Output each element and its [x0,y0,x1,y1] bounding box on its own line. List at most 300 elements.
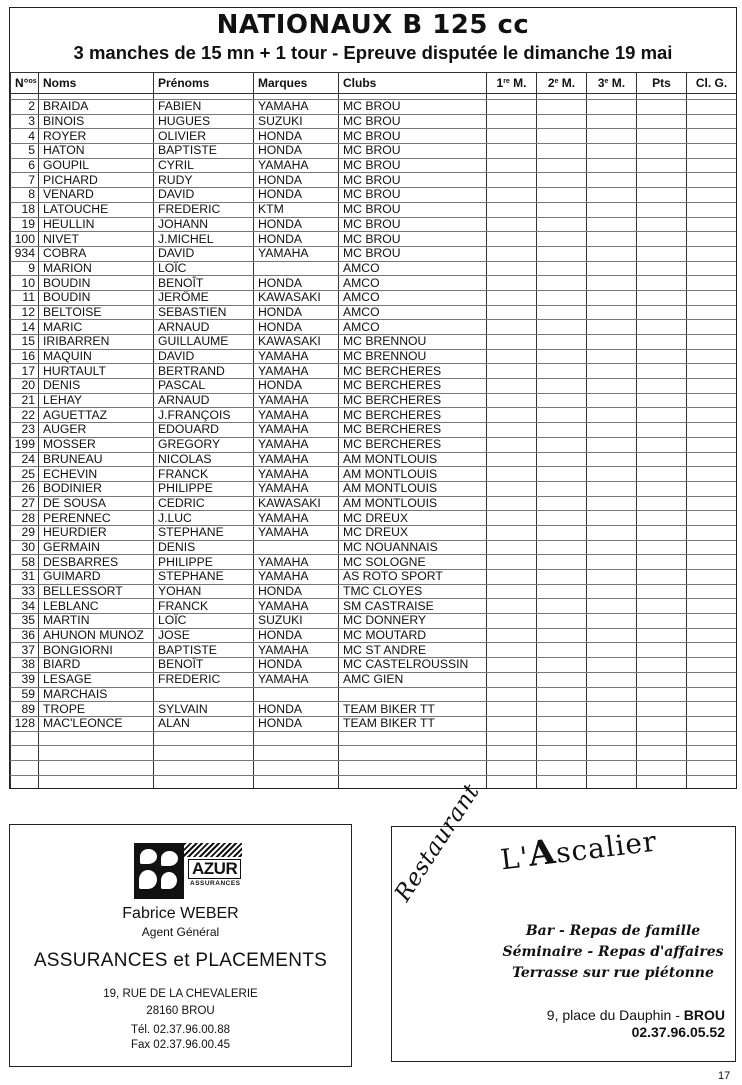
rider-number: 17 [11,364,39,379]
table-row [11,217,737,232]
manche-2-cell [537,687,587,702]
table-row [11,158,737,173]
restaurant-address: 9, place du Dauphin - BROU [546,1007,725,1023]
rider-club: MC BROU [339,232,487,247]
rider-club: TEAM BIKER TT [339,702,487,717]
rider-name: MAC'LEONCE [39,716,154,731]
rider-brand: KAWASAKI [254,496,339,511]
manche-2-cell [537,408,587,423]
manche-2-cell [537,114,587,129]
manche-3-cell [587,129,637,144]
rider-name: BRUNEAU [39,452,154,467]
table-row [11,320,737,335]
rider-name: LEBLANC [39,599,154,614]
rider-firstname: OLIVIER [154,129,254,144]
manche-1-cell [487,760,537,775]
rider-club: MC BROU [339,217,487,232]
table-row [11,144,737,159]
manche-1-cell [487,408,537,423]
classement-cell [687,335,737,350]
points-cell [637,760,687,775]
classement-cell [687,525,737,540]
rider-brand: HONDA [254,379,339,394]
rider-name: DESBARRES [39,555,154,570]
manche-1-cell [487,570,537,585]
classement-cell [687,481,737,496]
manche-3-cell [587,114,637,129]
manche-3-cell [587,320,637,335]
rider-number: 199 [11,437,39,452]
rider-number: 16 [11,349,39,364]
manche-2-cell [537,144,587,159]
table-row [11,349,737,364]
azur-address-street: 19, RUE DE LA CHEVALERIE [103,988,258,1000]
manche-1-cell [487,643,537,658]
manche-3-cell [587,364,637,379]
azur-agent-name: Fabrice WEBER [122,905,239,922]
points-cell [637,173,687,188]
classement-cell [687,423,737,438]
rider-firstname: J.MICHEL [154,232,254,247]
points-cell [637,496,687,511]
points-cell [637,276,687,291]
rider-firstname: FREDERIC [154,202,254,217]
manche-1-cell [487,100,537,115]
col-header-number: N°$^{os}$ [11,73,39,94]
rider-firstname: ALAN [154,716,254,731]
manche-2-cell [537,628,587,643]
manche-2-cell [537,379,587,394]
rider-firstname: JERÔME [154,290,254,305]
empty-row [11,731,737,746]
rider-firstname: FRANCK [154,467,254,482]
rider-club: MC ST ANDRE [339,643,487,658]
rider-club: MC BERCHERES [339,379,487,394]
manche-1-cell [487,540,537,555]
classement-cell [687,731,737,746]
manche-1-cell [487,246,537,261]
manche-3-cell [587,570,637,585]
table-row [11,452,737,467]
rider-number: 30 [11,540,39,555]
points-cell [637,408,687,423]
rider-brand: KAWASAKI [254,290,339,305]
points-cell [637,129,687,144]
classement-cell [687,144,737,159]
manche-2-cell [537,643,587,658]
manche-3-cell [587,335,637,350]
points-cell [637,437,687,452]
rider-name: BODINIER [39,481,154,496]
rider-name: MARION [39,261,154,276]
rider-number: 14 [11,320,39,335]
manche-2-cell [537,261,587,276]
rider-brand: HONDA [254,173,339,188]
azur-title: ASSURANCES et PLACEMENTS [33,950,328,971]
points-cell [637,746,687,761]
rider-number: 58 [11,555,39,570]
classement-cell [687,702,737,717]
manche-1-cell [487,555,537,570]
classement-cell [687,614,737,629]
points-cell [637,320,687,335]
classement-cell [687,555,737,570]
table-row [11,276,737,291]
manche-1-cell [487,423,537,438]
classement-cell [687,540,737,555]
manche-1-cell [487,687,537,702]
manche-3-cell [587,614,637,629]
manche-3-cell [587,437,637,452]
classement-cell [687,232,737,247]
points-cell [637,775,687,789]
rider-firstname: LOÏC [154,261,254,276]
manche-1-cell [487,114,537,129]
rider-name: PICHARD [39,173,154,188]
manche-2-cell [537,672,587,687]
rider-number: 12 [11,305,39,320]
azur-address-city: 28160 BROU [146,1005,215,1017]
classement-cell [687,643,737,658]
rider-number: 7 [11,173,39,188]
rider-number: 8 [11,188,39,203]
manche-2-cell [537,555,587,570]
rider-number: 19 [11,217,39,232]
manche-2-cell [537,129,587,144]
classement-cell [687,408,737,423]
rider-number: 26 [11,481,39,496]
rider-name: PERENNEC [39,511,154,526]
table-row [11,628,737,643]
rider-number: 934 [11,246,39,261]
restaurant-tagline-3: Terrasse sur rue piétonne [512,965,714,981]
manche-1-cell [487,232,537,247]
rider-name: GOUPIL [39,158,154,173]
rider-name: NIVET [39,232,154,247]
manche-1-cell [487,217,537,232]
rider-firstname: BAPTISTE [154,643,254,658]
manche-1-cell [487,716,537,731]
rider-brand: YAMAHA [254,555,339,570]
table-row [11,305,737,320]
rider-name: BONGIORNI [39,643,154,658]
rider-firstname: PASCAL [154,379,254,394]
rider-number: 3 [11,114,39,129]
manche-2-cell [537,467,587,482]
rider-brand: YAMAHA [254,525,339,540]
rider-name: DENIS [39,379,154,394]
points-cell [637,393,687,408]
classement-cell [687,687,737,702]
restaurant-tagline-1: Bar - Repas de famille [525,923,701,939]
points-cell [637,364,687,379]
rider-brand: HONDA [254,702,339,717]
col-header-manche-1: 1re M. [487,73,537,94]
manche-1-cell [487,746,537,761]
points-cell [637,423,687,438]
rider-club: MC BROU [339,173,487,188]
table-row [11,290,737,305]
rider-firstname: PHILIPPE [154,481,254,496]
classement-cell [687,452,737,467]
classement-cell [687,305,737,320]
rider-club: MC BERCHERES [339,364,487,379]
rider-club: MC BERCHERES [339,437,487,452]
rider-club: AM MONTLOUIS [339,467,487,482]
rider-name: BOUDIN [39,276,154,291]
rider-firstname: GUILLAUME [154,335,254,350]
manche-3-cell [587,100,637,115]
manche-2-cell [537,614,587,629]
table-row [11,188,737,203]
manche-2-cell [537,364,587,379]
rider-firstname: J.LUC [154,511,254,526]
col-header-classement: Cl. G. [687,73,737,94]
rider-firstname: BENOÎT [154,276,254,291]
points-cell [637,379,687,394]
rider-firstname: FRANCK [154,599,254,614]
rider-number: 37 [11,643,39,658]
rider-number: 6 [11,158,39,173]
rider-name: AHUNON MUNOZ [39,628,154,643]
rider-number: 34 [11,599,39,614]
rider-club: TEAM BIKER TT [339,716,487,731]
manche-3-cell [587,452,637,467]
rider-club: MC BERCHERES [339,393,487,408]
table-row [11,364,737,379]
manche-3-cell [587,158,637,173]
manche-3-cell [587,540,637,555]
table-row [11,702,737,717]
rider-brand: HONDA [254,188,339,203]
manche-1-cell [487,173,537,188]
rider-club [339,687,487,702]
manche-2-cell [537,423,587,438]
table-row [11,584,737,599]
manche-1-cell [487,379,537,394]
points-cell [637,540,687,555]
rider-name: LEHAY [39,393,154,408]
rider-number: 128 [11,716,39,731]
manche-2-cell [537,525,587,540]
rider-brand: YAMAHA [254,570,339,585]
points-cell [637,702,687,717]
points-cell [637,158,687,173]
points-cell [637,481,687,496]
table-row [11,437,737,452]
classement-cell [687,746,737,761]
rider-club: MC CASTELROUSSIN [339,658,487,673]
rider-number: 100 [11,232,39,247]
table-row [11,511,737,526]
classement-cell [687,261,737,276]
rider-brand: YAMAHA [254,408,339,423]
restaurant-tagline-2: Séminaire - Repas d'affaires [502,944,724,960]
manche-2-cell [537,511,587,526]
rider-name: MAQUIN [39,349,154,364]
rider-firstname: EDOUARD [154,423,254,438]
rider-firstname [154,687,254,702]
rider-firstname: JOSE [154,628,254,643]
rider-firstname: GREGORY [154,437,254,452]
manche-2-cell [537,158,587,173]
manche-1-cell [487,525,537,540]
points-cell [637,614,687,629]
manche-1-cell [487,452,537,467]
manche-2-cell [537,584,587,599]
table-row [11,481,737,496]
manche-2-cell [537,305,587,320]
col-header-marque: Marques [254,73,339,94]
classement-cell [687,173,737,188]
manche-3-cell [587,658,637,673]
rider-number: 36 [11,628,39,643]
table-row [11,173,737,188]
table-row [11,261,737,276]
azur-logo-subtitle: ASSURANCES [190,880,241,887]
table-row [11,114,737,129]
rider-name: HEURDIER [39,525,154,540]
rider-club: AM MONTLOUIS [339,481,487,496]
manche-1-cell [487,437,537,452]
manche-2-cell [537,290,587,305]
classement-cell [687,349,737,364]
rider-number: 11 [11,290,39,305]
rider-firstname: HUGUES [154,114,254,129]
manche-3-cell [587,672,637,687]
points-cell [637,555,687,570]
results-sheet [9,7,737,789]
restaurant-phone: 02.37.96.05.52 [631,1024,725,1040]
classement-cell [687,672,737,687]
rider-brand: YAMAHA [254,511,339,526]
rider-number: 31 [11,570,39,585]
manche-2-cell [537,481,587,496]
points-cell [637,658,687,673]
manche-3-cell [587,393,637,408]
rider-firstname: SYLVAIN [154,702,254,717]
manche-3-cell [587,173,637,188]
rider-brand: YAMAHA [254,467,339,482]
rider-club: MC NOUANNAIS [339,540,487,555]
empty-row [11,775,737,789]
rider-firstname: JOHANN [154,217,254,232]
rider-name: IRIBARREN [39,335,154,350]
rider-firstname: CYRIL [154,158,254,173]
points-cell [637,100,687,115]
table-row [11,570,737,585]
rider-name: BINOIS [39,114,154,129]
manche-3-cell [587,188,637,203]
classement-cell [687,570,737,585]
rider-name: GUIMARD [39,570,154,585]
rider-brand: YAMAHA [254,349,339,364]
manche-3-cell [587,467,637,482]
rider-number: 2 [11,100,39,115]
points-cell [637,202,687,217]
points-cell [637,716,687,731]
classement-cell [687,393,737,408]
manche-3-cell [587,628,637,643]
manche-3-cell [587,731,637,746]
manche-3-cell [587,760,637,775]
rider-brand: HONDA [254,232,339,247]
rider-name: MARIC [39,320,154,335]
classement-cell [687,290,737,305]
rider-brand: HONDA [254,144,339,159]
rider-name: GERMAIN [39,540,154,555]
rider-name: ECHEVIN [39,467,154,482]
classement-cell [687,217,737,232]
classement-cell [687,276,737,291]
points-cell [637,290,687,305]
table-row [11,540,737,555]
manche-1-cell [487,467,537,482]
manche-1-cell [487,584,537,599]
rider-brand: YAMAHA [254,672,339,687]
points-cell [637,246,687,261]
rider-name: HEULLIN [39,217,154,232]
rider-club: SM CASTRAISE [339,599,487,614]
manche-3-cell [587,305,637,320]
rider-brand: YAMAHA [254,481,339,496]
rider-name: AGUETTAZ [39,408,154,423]
table-row [11,379,737,394]
page-number: 17 [718,1070,731,1082]
rider-firstname: BENOÎT [154,658,254,673]
classement-cell [687,716,737,731]
rider-club: AMC GIEN [339,672,487,687]
manche-2-cell [537,232,587,247]
manche-3-cell [587,511,637,526]
rider-name: BOUDIN [39,290,154,305]
manche-2-cell [537,775,587,789]
rider-club: MC BROU [339,129,487,144]
table-row [11,496,737,511]
manche-3-cell [587,246,637,261]
restaurant-word: Restaurant [390,779,485,907]
rider-name: BIARD [39,658,154,673]
table-row [11,525,737,540]
table-row [11,687,737,702]
classement-cell [687,658,737,673]
table-row [11,202,737,217]
rider-number: 33 [11,584,39,599]
rider-name: MARTIN [39,614,154,629]
manche-1-cell [487,290,537,305]
rider-brand: YAMAHA [254,364,339,379]
points-cell [637,525,687,540]
points-cell [637,467,687,482]
manche-2-cell [537,437,587,452]
classement-cell [687,202,737,217]
manche-1-cell [487,188,537,203]
points-cell [637,217,687,232]
manche-2-cell [537,599,587,614]
rider-brand: YAMAHA [254,393,339,408]
rider-brand: HONDA [254,628,339,643]
rider-firstname: NICOLAS [154,452,254,467]
header-row [11,73,737,94]
manche-3-cell [587,555,637,570]
restaurant-name: L'Ascalier [498,824,659,877]
rider-brand: HONDA [254,217,339,232]
azur-fax: Fax 02.37.96.00.45 [130,1039,231,1051]
rider-name: MOSSER [39,437,154,452]
rider-club: MC BERCHERES [339,423,487,438]
points-cell [637,584,687,599]
rider-number: 5 [11,144,39,159]
